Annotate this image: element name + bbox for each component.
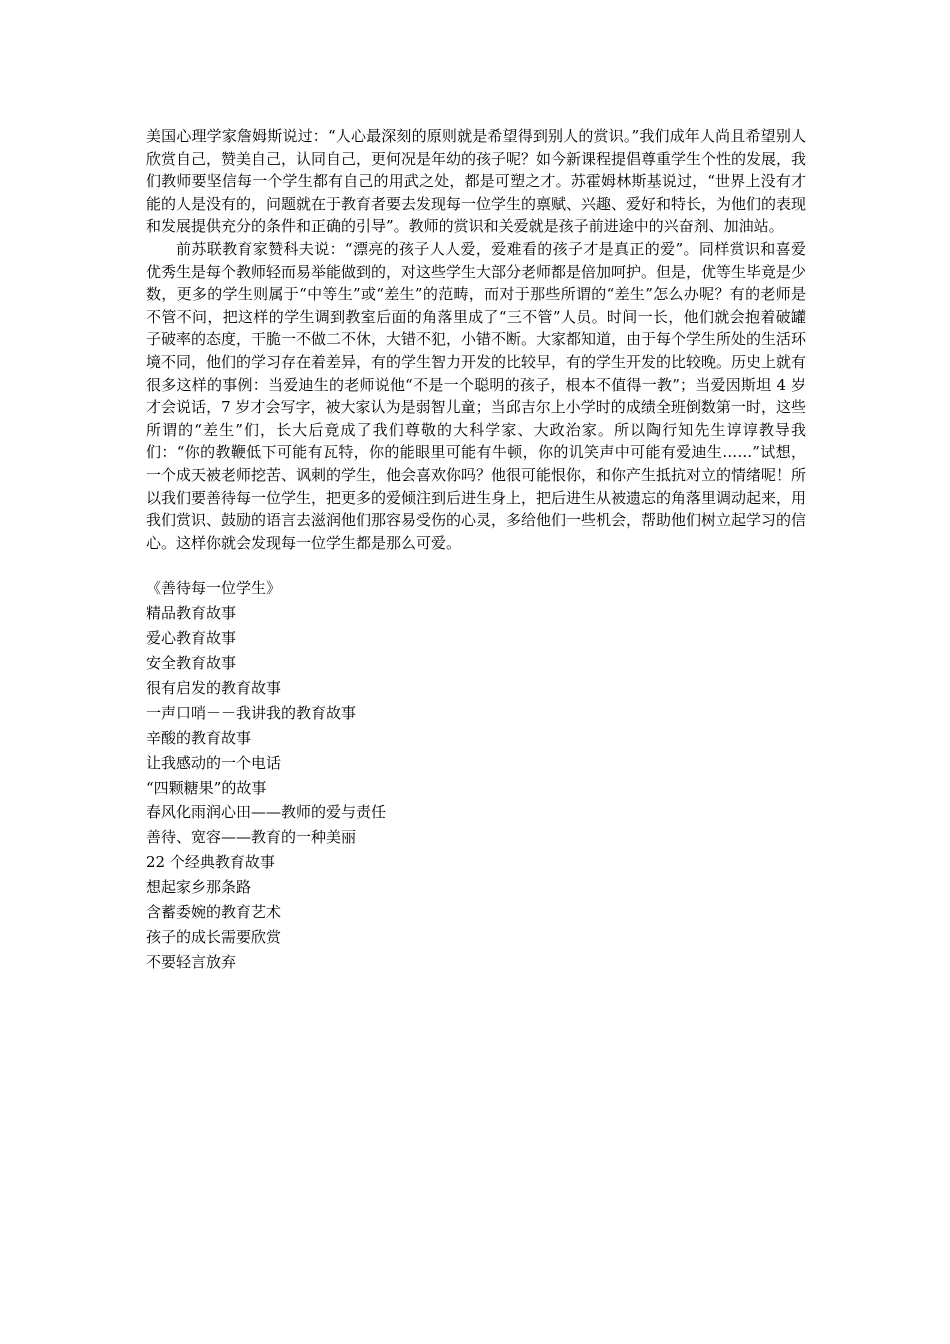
related-articles-list [146, 576, 806, 975]
article-paragraph-1: 美国心理学家詹姆斯说过：“人心最深刻的原则就是希望得到别人的赏识。”我们成年人尚且希望别人欣赏自己，赞美自己，认同自己，更何况是年幼的孩子呢？如今新课程提倡尊重学生个性的发展，我们教师要坚信每一个学生都有自己的用武之处，都是可塑之才。苏霍姆林斯基说过，“世界上没有才能的人是没有的，问题就在于教育者要去发现每一位学生的禀赋、兴趣、爱好和特长，为他们的表现和发展提供充分的条件和正确的引导”。教师的赏识和关爱就是孩子前进途中的兴奋剂、加油站。 [146, 127, 807, 236]
related-article-link[interactable]: 一声口哨－－我讲我的教育故事 [146, 703, 357, 722]
paragraph-spacer [146, 554, 806, 576]
related-article-link[interactable]: 爱心教育故事 [146, 629, 237, 648]
related-article-link[interactable]: 让我感动的一个电话 [146, 753, 282, 772]
related-article-link[interactable]: 想起家乡那条路 [146, 878, 252, 897]
related-article-link[interactable]: 很有启发的教育故事 [146, 678, 282, 697]
related-article-link[interactable]: 安全教育故事 [146, 654, 237, 672]
related-article-link[interactable]: 精品教育故事 [146, 604, 237, 623]
related-article-link[interactable]: 孩子的成长需要欣赏 [146, 927, 282, 946]
related-article-link[interactable]: 不要轻言放弃 [146, 952, 237, 971]
related-article-title: 《善待每一位学生》 [146, 579, 282, 598]
document-page [146, 125, 806, 975]
related-article-link[interactable]: 善待、宽容——教育的一种美丽 [146, 828, 357, 847]
related-article-link[interactable]: 含蓄委婉的教育艺术 [146, 903, 282, 922]
related-article-link[interactable]: 辛酸的教育故事 [146, 728, 252, 747]
related-article-link[interactable]: 春风化雨润心田——教师的爱与责任 [146, 803, 387, 822]
related-article-link[interactable]: “四颗糖果”的故事 [146, 778, 267, 797]
related-article-link[interactable]: 22 个经典教育故事 [146, 853, 275, 872]
article-paragraph-2: 前苏联教育家赞科夫说：“漂亮的孩子人人爱，爱难看的孩子才是真正的爱”。同样赏识和喜爱优秀生是每个教师轻而易举能做到的，对这些学生大部分老师都是倍加呵护。但是，优等生毕竟是少数，更多的学生则属于“中等生”或“差生”的范畴，而对于那些所谓的“差生”怎么办呢？有的老师是不管不问，把这样的学生调到教室后面的角落里成了“三不管”人员。时间一长，他们就会抱着破罐子破率的态度，干脆一不做二不休，大错不犯，小错不断。大家都知道，由于每个学生所处的生活环境不同，他们的学习存在着差异，有的学生智力开发的比较早，有的学生开发的比较晚。历史上就有很多这样的事例：当爱迪生的老师说他“不是一个聪明的孩子，根本不值得一教”；当爱因斯坦 4 岁才会说话，7 岁才会写字，被大家认为是弱智儿童；当邱吉尔上小学时的成绩全班倒数第一时，这些所谓的“差生”们，长大后竟成了我们尊敬的大科学家、大政治家。所以陶行知先生谆谆教导我们：“你的教鞭低下可能有瓦特，你的能眼里可能有牛顿，你的讥笑声中可能有爱迪生……”试想，一个成天被老师挖苦、讽刺的学生，他会喜欢你吗？他很可能恨你，和你产生抵抗对立的情绪呢！所以我们要善待每一位学生，把更多的爱倾注到后进生身上，把后进生从被遗忘的角落里调动起来，用我们赏识、鼓励的语言去滋润他们那容易受伤的心灵，多给他们一些机会，帮助他们树立起学习的信心。这样你就会发现每一位学生都是那么可爱。 [146, 239, 807, 552]
